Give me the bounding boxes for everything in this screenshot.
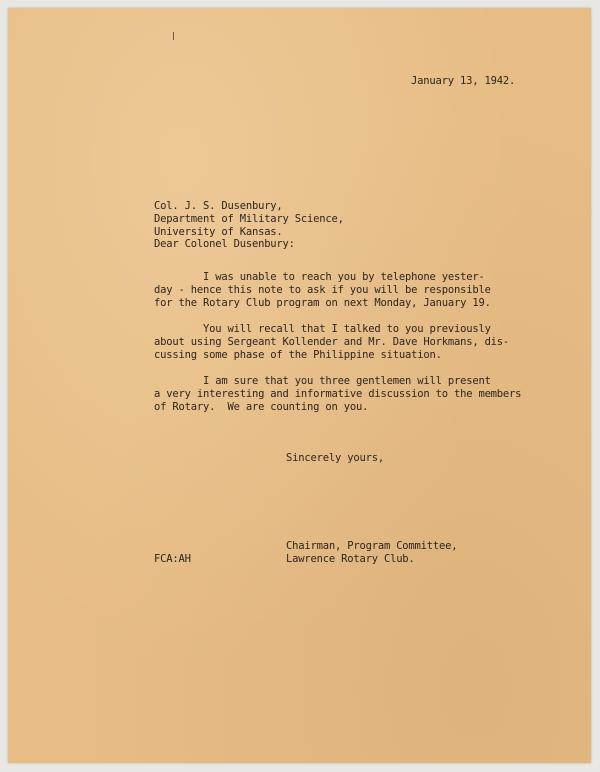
addressee-line: Department of Military Science, [154,213,344,225]
paragraph-line: I was unable to reach you by telephone yester- [154,271,485,283]
signature-line: Lawrence Rotary Club. [286,553,415,565]
paragraph-line: day - hence this note to ask if you will be responsible [154,284,491,296]
paragraph-2 [154,323,509,362]
paragraph-1 [154,271,491,310]
salutation: Dear Colonel Dusenbury: [154,238,295,250]
signature-line: Chairman, Program Committee, [286,540,458,552]
paragraph-line: cussing some phase of the Philippine situation. [154,349,442,361]
typist-initials: FCA:AH [154,553,191,565]
paragraph-line: You will recall that I talked to you previously [154,323,491,335]
closing: Sincerely yours, [286,452,384,464]
paragraph-line: of Rotary. We are counting on you. [154,401,369,413]
paragraph-line: a very interesting and informative discussion to the members [154,388,522,400]
paragraph-line: I am sure that you three gentlemen will present [154,375,491,387]
signature-block [286,540,457,566]
letter-page [8,8,591,763]
paragraph-line: for the Rotary Club program on next Monday, January 19. [154,297,491,309]
paragraph-3 [154,375,521,414]
pencil-mark [173,32,174,40]
letter-date: January 13, 1942. [411,75,516,87]
addressee-line: Col. J. S. Dusenbury, [154,200,283,212]
addressee-line: University of Kansas. [154,226,283,238]
addressee-block [154,200,344,239]
paragraph-line: about using Sergeant Kollender and Mr. Dave Horkmans, dis- [154,336,510,348]
